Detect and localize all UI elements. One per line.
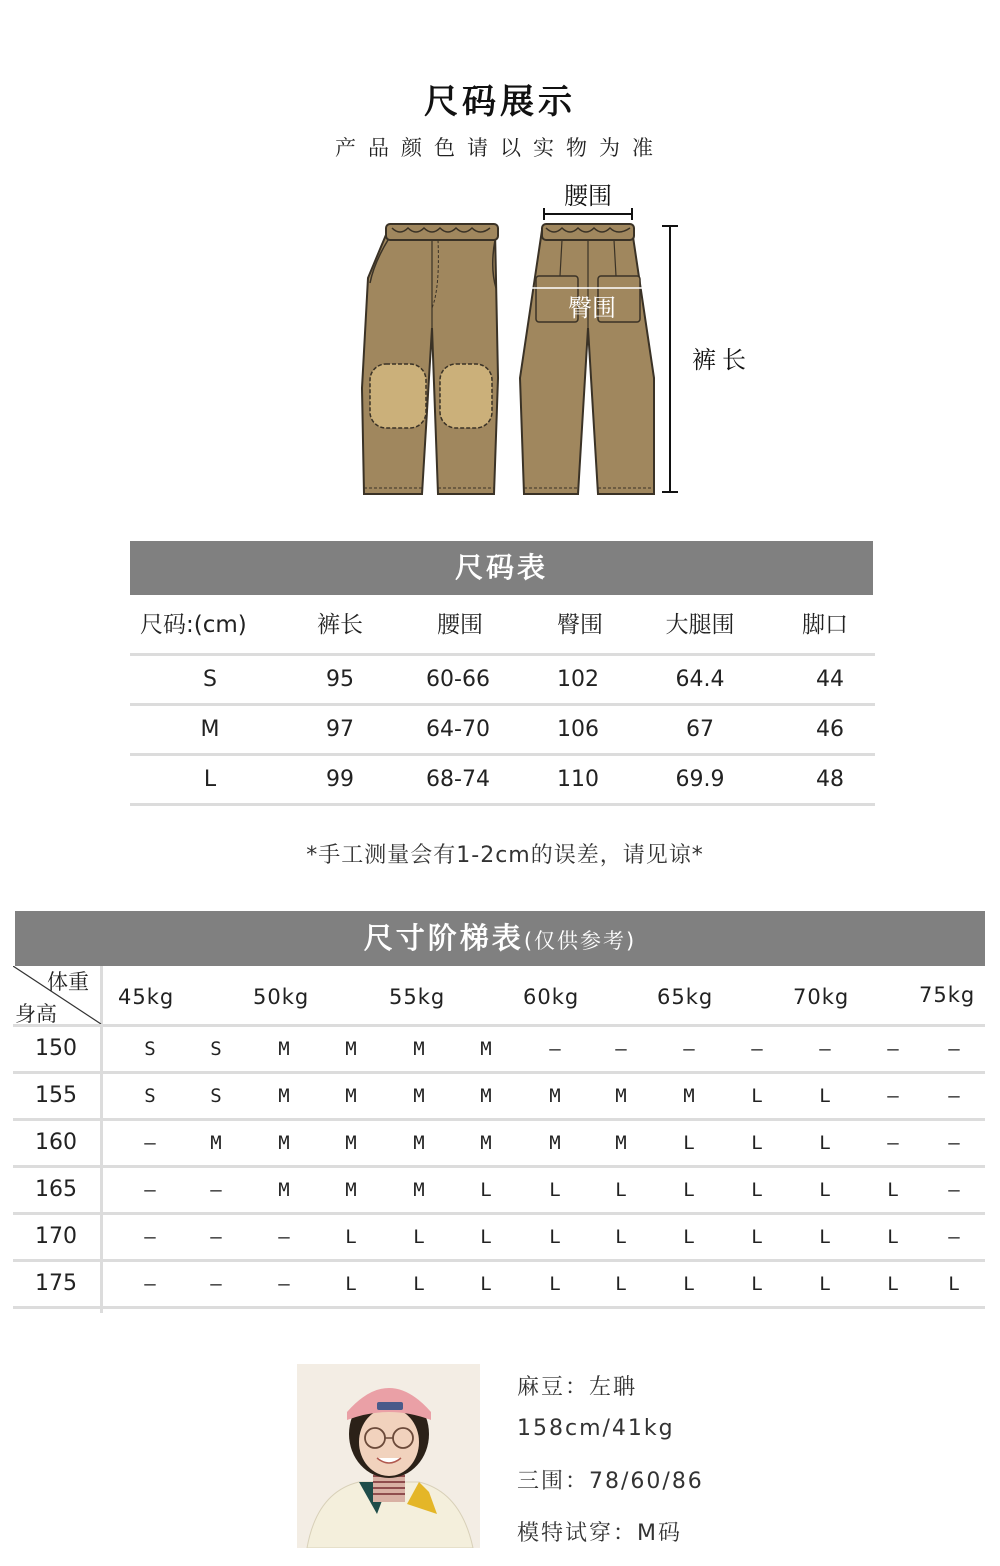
ladder-size-cell: L bbox=[615, 1226, 627, 1248]
ladder-row bbox=[13, 1074, 985, 1121]
ladder-size-cell: L bbox=[819, 1273, 831, 1295]
ladder-size-cell: – bbox=[278, 1226, 290, 1248]
ladder-size-cell: – bbox=[751, 1038, 763, 1060]
ladder-size-cell: M bbox=[615, 1132, 627, 1154]
ladder-size-cell: M bbox=[549, 1085, 561, 1107]
measurement-note: *手工测量会有1-2cm的误差，请见谅* bbox=[306, 843, 704, 868]
model-name: 麻豆：左聃 bbox=[517, 1375, 638, 1400]
ladder-size-cell: L bbox=[683, 1132, 695, 1154]
ladder-size-cell: – bbox=[210, 1226, 222, 1248]
hip-label: 臀围 bbox=[568, 294, 616, 322]
ladder-size-cell: – bbox=[144, 1226, 156, 1248]
ladder-size-cell: S bbox=[210, 1038, 222, 1060]
ladder-size-cell: L bbox=[683, 1273, 695, 1295]
ladder-header-row bbox=[13, 966, 985, 1027]
waist-label: 腰围 bbox=[564, 182, 612, 210]
ladder-size-cell: L bbox=[819, 1132, 831, 1154]
ladder-size-cell: M bbox=[278, 1085, 290, 1107]
ladder-size-cell: L bbox=[549, 1226, 561, 1248]
model-fitting-size: 模特试穿：M码 bbox=[517, 1521, 682, 1546]
ladder-rows bbox=[13, 1027, 985, 1309]
cell-waist: 68-74 bbox=[426, 767, 490, 792]
weight-header: 45kg bbox=[118, 985, 175, 1009]
ladder-size-cell: L bbox=[819, 1085, 831, 1107]
cell-waist: 60-66 bbox=[426, 667, 490, 692]
ladder-height-cell: 170 bbox=[35, 1224, 77, 1249]
ladder-size-cell: M bbox=[345, 1179, 357, 1201]
size-table-title: 尺码表 bbox=[130, 541, 873, 595]
ladder-size-cell: – bbox=[144, 1132, 156, 1154]
cell-hem: 48 bbox=[816, 767, 844, 792]
weight-header: 55kg bbox=[389, 985, 446, 1009]
size-table bbox=[130, 598, 875, 806]
ladder-size-cell: S bbox=[144, 1038, 156, 1060]
pants-diagram bbox=[340, 178, 780, 508]
ladder-size-cell: S bbox=[144, 1085, 156, 1107]
corner-weight-label: 体重 bbox=[47, 970, 89, 994]
cell-hip: 106 bbox=[557, 717, 599, 742]
ladder-size-cell: L bbox=[819, 1179, 831, 1201]
ladder-size-cell: L bbox=[413, 1226, 425, 1248]
ladder-size-cell: – bbox=[144, 1179, 156, 1201]
ladder-size-cell: L bbox=[345, 1273, 357, 1295]
ladder-size-cell: M bbox=[549, 1132, 561, 1154]
front-pants-illustration bbox=[362, 224, 498, 494]
ladder-size-cell: M bbox=[210, 1132, 222, 1154]
cell-length: 99 bbox=[326, 767, 354, 792]
ladder-row bbox=[13, 1168, 985, 1215]
table-row bbox=[130, 656, 875, 706]
ladder-size-cell: L bbox=[751, 1226, 763, 1248]
ladder-row bbox=[13, 1027, 985, 1074]
header-waist: 腰围 bbox=[437, 612, 483, 638]
ladder-size-cell: – bbox=[683, 1038, 695, 1060]
cell-hip: 102 bbox=[557, 667, 599, 692]
size-ladder-table bbox=[13, 966, 985, 1309]
ladder-row bbox=[13, 1215, 985, 1262]
cell-size: L bbox=[203, 767, 217, 792]
model-photo bbox=[297, 1364, 480, 1548]
ladder-size-cell: M bbox=[683, 1085, 695, 1107]
ladder-size-cell: L bbox=[751, 1273, 763, 1295]
header-length: 裤长 bbox=[317, 612, 363, 638]
ladder-size-cell: M bbox=[345, 1038, 357, 1060]
table-row bbox=[130, 756, 875, 806]
model-measurements: 三围：78/60/86 bbox=[517, 1469, 704, 1494]
ladder-size-cell: L bbox=[887, 1179, 899, 1201]
ladder-size-cell: L bbox=[549, 1273, 561, 1295]
ladder-size-cell: – bbox=[887, 1038, 899, 1060]
cell-waist: 64-70 bbox=[426, 717, 490, 742]
ladder-size-cell: L bbox=[480, 1226, 492, 1248]
size-table-header-row bbox=[130, 598, 875, 656]
ladder-size-cell: L bbox=[819, 1226, 831, 1248]
weight-header: 50kg bbox=[253, 985, 310, 1009]
ladder-size-cell: L bbox=[615, 1273, 627, 1295]
cell-hem: 46 bbox=[816, 717, 844, 742]
ladder-size-cell: M bbox=[413, 1038, 425, 1060]
cell-thigh: 64.4 bbox=[675, 667, 725, 692]
ladder-size-cell: L bbox=[751, 1179, 763, 1201]
ladder-size-cell: – bbox=[549, 1038, 561, 1060]
ladder-size-cell: M bbox=[480, 1132, 492, 1154]
ladder-size-cell: L bbox=[887, 1273, 899, 1295]
ladder-size-cell: M bbox=[278, 1179, 290, 1201]
ladder-size-cell: L bbox=[549, 1179, 561, 1201]
ladder-size-cell: L bbox=[413, 1273, 425, 1295]
page-title: 尺码展示 bbox=[424, 82, 576, 122]
ladder-size-cell: L bbox=[480, 1179, 492, 1201]
ladder-size-cell: – bbox=[210, 1179, 222, 1201]
ladder-size-cell: L bbox=[751, 1132, 763, 1154]
ladder-height-cell: 160 bbox=[35, 1130, 77, 1155]
ladder-size-cell: – bbox=[948, 1179, 960, 1201]
weight-header: 75kg bbox=[919, 983, 976, 1007]
weight-header: 60kg bbox=[523, 985, 580, 1009]
ladder-size-cell: M bbox=[615, 1085, 627, 1107]
ladder-size-cell: L bbox=[615, 1179, 627, 1201]
ladder-size-cell: M bbox=[278, 1132, 290, 1154]
cell-hip: 110 bbox=[557, 767, 599, 792]
ladder-size-cell: – bbox=[948, 1038, 960, 1060]
header-size: 尺码:(cm) bbox=[140, 612, 247, 638]
ladder-size-cell: L bbox=[683, 1179, 695, 1201]
header-hip: 臀围 bbox=[557, 612, 603, 638]
length-label: 裤长 bbox=[692, 346, 752, 374]
length-measure-line bbox=[662, 226, 678, 492]
ladder-row bbox=[13, 1121, 985, 1168]
ladder-size-cell: M bbox=[345, 1132, 357, 1154]
ladder-size-cell: – bbox=[144, 1273, 156, 1295]
table-row bbox=[130, 706, 875, 756]
ladder-size-cell: M bbox=[278, 1038, 290, 1060]
cell-length: 95 bbox=[326, 667, 354, 692]
ladder-size-cell: L bbox=[345, 1226, 357, 1248]
ladder-height-cell: 150 bbox=[35, 1036, 77, 1061]
ladder-size-cell: L bbox=[480, 1273, 492, 1295]
ladder-height-cell: 155 bbox=[35, 1083, 77, 1108]
cell-size: M bbox=[200, 717, 220, 742]
header-thigh: 大腿围 bbox=[665, 612, 735, 638]
ladder-title-bar bbox=[15, 911, 985, 966]
page-subtitle: 产品颜色请以实物为准 bbox=[335, 136, 665, 160]
ladder-size-cell: S bbox=[210, 1085, 222, 1107]
cell-thigh: 69.9 bbox=[675, 767, 725, 792]
ladder-size-cell: L bbox=[751, 1085, 763, 1107]
ladder-size-cell: – bbox=[887, 1132, 899, 1154]
ladder-size-cell: – bbox=[948, 1226, 960, 1248]
ladder-size-cell: M bbox=[413, 1085, 425, 1107]
ladder-size-cell: L bbox=[948, 1273, 960, 1295]
cell-size: S bbox=[203, 667, 217, 692]
ladder-title: 尺寸阶梯表 bbox=[363, 921, 524, 955]
corner-height-label: 身高 bbox=[15, 1002, 57, 1026]
ladder-height-cell: 175 bbox=[35, 1271, 77, 1296]
ladder-size-cell: – bbox=[819, 1038, 831, 1060]
ladder-size-cell: M bbox=[480, 1085, 492, 1107]
ladder-size-cell: – bbox=[210, 1273, 222, 1295]
ladder-row bbox=[13, 1262, 985, 1309]
ladder-size-cell: M bbox=[413, 1132, 425, 1154]
ladder-size-cell: – bbox=[615, 1038, 627, 1060]
ladder-size-cell: M bbox=[345, 1085, 357, 1107]
model-stats: 158cm/41kg bbox=[517, 1416, 675, 1441]
weight-header: 70kg bbox=[793, 985, 850, 1009]
ladder-size-cell: L bbox=[683, 1226, 695, 1248]
ladder-size-cell: M bbox=[480, 1038, 492, 1060]
ladder-size-cell: – bbox=[948, 1085, 960, 1107]
cell-length: 97 bbox=[326, 717, 354, 742]
weight-header: 65kg bbox=[657, 985, 714, 1009]
ladder-size-cell: – bbox=[278, 1273, 290, 1295]
ladder-size-cell: M bbox=[413, 1179, 425, 1201]
header-hem: 脚口 bbox=[802, 612, 848, 638]
ladder-size-cell: – bbox=[948, 1132, 960, 1154]
cell-thigh: 67 bbox=[686, 717, 714, 742]
cell-hem: 44 bbox=[816, 667, 844, 692]
ladder-title-suffix: (仅供参考) bbox=[523, 929, 637, 953]
back-pants-illustration bbox=[520, 224, 654, 494]
ladder-size-cell: – bbox=[887, 1085, 899, 1107]
ladder-size-cell: L bbox=[887, 1226, 899, 1248]
ladder-height-cell: 165 bbox=[35, 1177, 77, 1202]
